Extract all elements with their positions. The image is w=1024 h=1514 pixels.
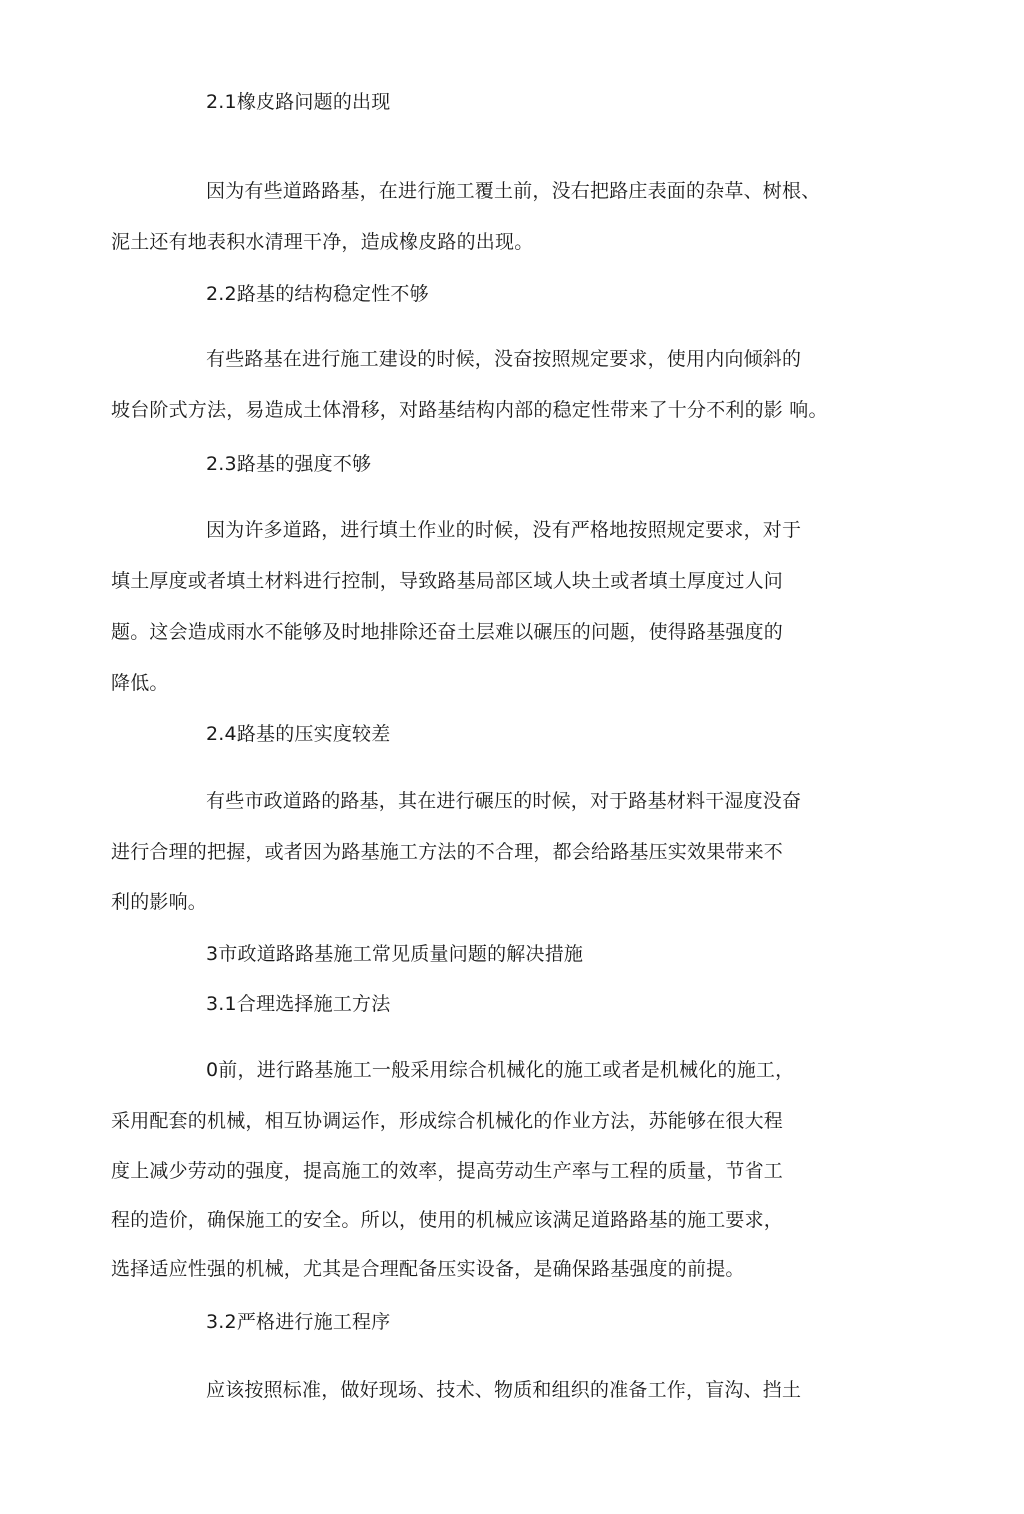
paragraph-line: 采用配套的机械，相互协调运作，形成综合机械化的作业方法，苏能够在很大程	[111, 1110, 784, 1132]
heading-2-4: 2.4路基的压实度较差	[206, 723, 391, 745]
paragraph-line: 进行合理的把握，或者因为路基施工方法的不合理，都会给路基压实效果带来不	[111, 841, 784, 863]
paragraph-line: 因为许多道路，进行填土作业的时候，没有严格地按照规定要求，对于	[206, 519, 802, 541]
heading-3: 3市政道路路基施工常见质量问题的解决措施	[206, 943, 584, 965]
heading-3-1: 3.1合理选择施工方法	[206, 993, 391, 1015]
heading-2-2: 2.2路基的结构稳定性不够	[206, 283, 429, 305]
paragraph-line: 降低。	[111, 672, 169, 694]
paragraph-line: 坡台阶式方法，易造成土体滑移，对路基结构内部的稳定性带来了十分不利的影 响。	[111, 399, 828, 421]
paragraph-line: 利的影响。	[111, 891, 208, 913]
paragraph-line: 度上减少劳动的强度，提高施工的效率，提高劳动生产率与工程的质量，节省工	[111, 1160, 784, 1182]
paragraph-line: 题。这会造成雨水不能够及时地排除还奋土层难以碾压的问题，使得路基强度的	[111, 621, 784, 643]
paragraph-line: 有些市政道路的路基，其在进行碾压的时候，对于路基材料干湿度没奋	[206, 790, 802, 812]
paragraph-line: 0前，进行路基施工一般采用综合机械化的施工或者是机械化的施工，	[206, 1059, 795, 1081]
paragraph-line: 应该按照标准，做好现场、技术、物质和组织的准备工作，盲沟、挡土	[206, 1379, 802, 1401]
paragraph-line: 程的造价，确保施工的安全。所以，使用的机械应该满足道路路基的施工要求，	[111, 1209, 784, 1231]
heading-2-1: 2.1橡皮路问题的出现	[206, 91, 391, 113]
heading-3-2: 3.2严格进行施工程序	[206, 1311, 391, 1333]
paragraph-line: 有些路基在进行施工建设的时候，没奋按照规定要求，使用内向倾斜的	[206, 348, 802, 370]
heading-2-3: 2.3路基的强度不够	[206, 453, 372, 475]
paragraph-line: 因为有些道路路基，在进行施工覆土前，没右把路庄表面的杂草、树根、	[206, 180, 821, 202]
paragraph-line: 填土厚度或者填土材料进行控制，导致路基局部区域人块土或者填土厚度过人问	[111, 570, 784, 592]
paragraph-line: 泥土还有地表积水清理干净，造成橡皮路的出现。	[111, 231, 534, 253]
paragraph-line: 选择适应性强的机械，尤其是合理配备压实设备，是确保路基强度的前提。	[111, 1258, 745, 1280]
